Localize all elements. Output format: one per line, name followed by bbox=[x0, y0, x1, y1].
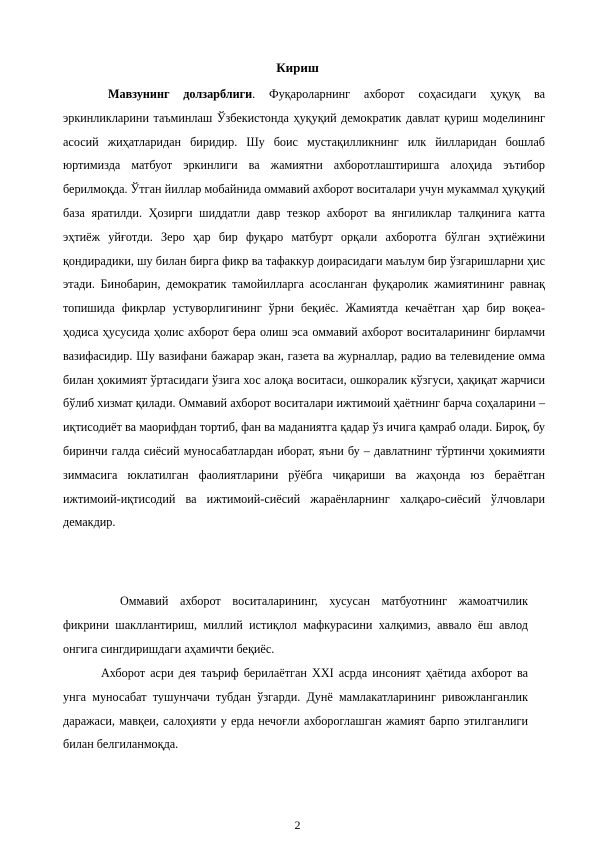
paragraph-lead: Мавзунинг долзарблиги bbox=[108, 87, 253, 101]
paragraph-media-role bbox=[63, 590, 528, 661]
paragraph-relevance bbox=[63, 83, 545, 535]
paragraph-information-age bbox=[63, 662, 528, 757]
page-number: 2 bbox=[294, 818, 301, 832]
paragraph-text: Ахборот асри дея таъриф берилаётган XXI асрда инсоният ҳаётида ахборот ва унга муносабат тушунчачи тубдан ўзгарди. Дунё мамлакатларининг ривожланганлик даражаси, мавқеи, салоҳияти у ерда нечоғли ахбороглашган жамият барпо этилганлиги билан белгиланмоқда. bbox=[63, 666, 528, 752]
section-heading: Кириш bbox=[276, 60, 319, 75]
paragraph-text: Оммавий ахборот воситаларининг, хусусан матбуотнинг жамоатчилик фикрини шакллантириш, миллий истиқлол мафкурасини халқимиз, аввало ёш авлод онгига сингдиришдаги аҳамичти беқиёс. bbox=[63, 594, 528, 656]
paragraph-text: . Фуқароларнинг ахборот соҳасидаги ҳуқуқ ва эркинликларини таъминлаш Ўзбекистонда ҳуқуқий демократик давлат қуриш моделининг асосий жиҳатларидан биридир. Шу боис мустақилликнинг илк йилларидан бошлаб юртимизда матбуот эркинлиги ва жамиятни ахборотлаштиришга алоҳида эътибор берилмоқда. Ўтган йиллар мобайнида оммавий ахборот воситалари учун мукаммал ҳуқуқий база яратилди. Ҳозирги шиддатли давр тезкор ахборот ва янгиликлар талқинига катта эҳтиёж уйғотди. Зеро ҳар бир фуқаро матбурт орқали ахборотга бўлган эҳтиёжини қондирадики, шу билан бирга фикр ва тафаккур доирасидаги маълум бир ўзгаришларни ҳис этади. Бинобарин, демократик тамойилларга асосланган фуқаролик жамиятининг равнақ топишида фикрлар устуворлигининг ўрни беқиёс. Жамиятда кечаётган ҳар бир воқеа-ҳодиса ҳусусида ҳолис ахборот бера олиш эса оммавий ахборот воситаларининг бирламчи вазифасидир. Шу вазифани бажарар экан, газета ва журналлар, радио ва телевидение омма билан ҳокимият ўртасидаги ўзига хос алоқа воситаси, ошкоралик кўзгуси, ҳақиқат жарчиси бўлиб хизмат қилади. Оммавий ахборот воситалари ижтимоий ҳаётнинг барча соҳаларини – иқтисодиёт ва маорифдан тортиб, фан ва маданиятга қадар ўз ичига қамраб олади. Бироқ, бу биринчи галда сиёсий муносабатлардан иборат, яъни бу – давлатнинг тўртинчи ҳокимияти зиммасига юклатилган фаолиятларини рўёбга чиқариши ва жаҳонда юз бераётган ижтимоий-иқтисодий ва ижтимоий-сиёсий жараёнларнинг халқаро-сиёсий ўлчовлари демакдир. bbox=[63, 87, 545, 530]
